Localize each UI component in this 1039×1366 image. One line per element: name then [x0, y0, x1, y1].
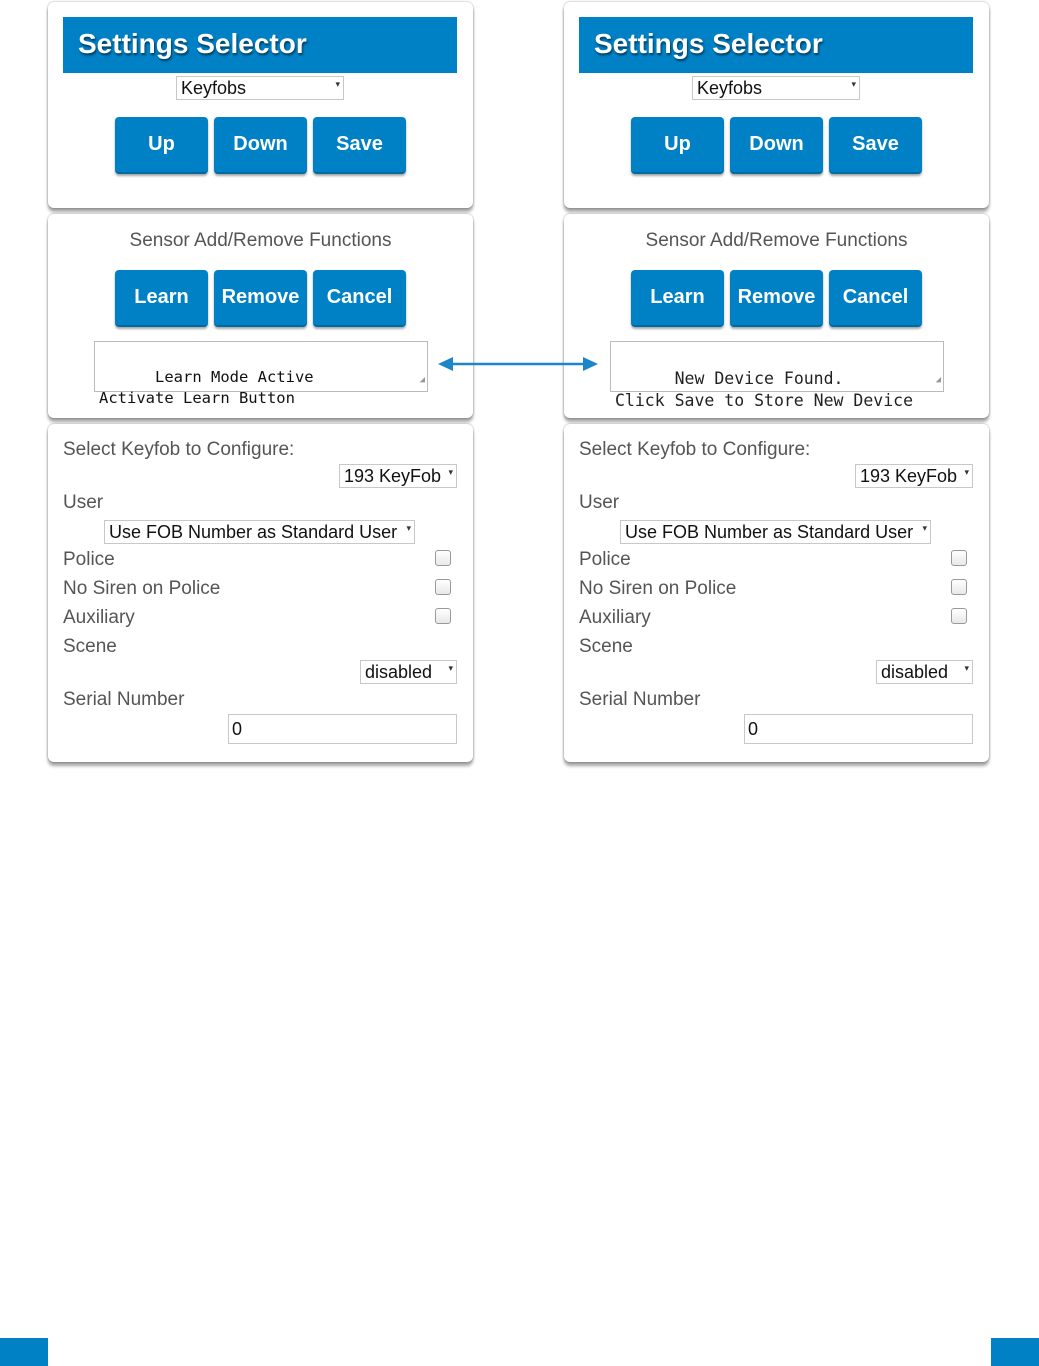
- police-checkbox[interactable]: [951, 550, 967, 566]
- up-button[interactable]: Up: [115, 117, 208, 174]
- cancel-button[interactable]: Cancel: [313, 270, 406, 327]
- police-label: Police: [579, 549, 631, 570]
- chevron-down-icon: ▾: [448, 467, 453, 477]
- no-siren-checkbox[interactable]: [951, 579, 967, 595]
- remove-button[interactable]: Remove: [730, 270, 823, 327]
- scene-select-value: disabled: [365, 662, 433, 682]
- user-select[interactable]: [104, 520, 415, 544]
- keyfob-config-card: [48, 424, 473, 762]
- scene-select-value: disabled: [881, 662, 949, 682]
- settings-selector-title: Settings Selector: [579, 17, 973, 73]
- chevron-down-icon: ▾: [964, 663, 969, 673]
- remove-button[interactable]: Remove: [214, 270, 307, 327]
- keyfob-select[interactable]: [855, 464, 973, 488]
- keyfob-config-card: [564, 424, 989, 762]
- serial-number-label: Serial Number: [63, 689, 185, 710]
- category-select[interactable]: [176, 76, 344, 100]
- chevron-down-icon: ▾: [922, 523, 927, 533]
- page-corner-marker-left: [0, 1338, 48, 1366]
- police-checkbox[interactable]: [435, 550, 451, 566]
- sensor-buttons: [115, 270, 406, 327]
- settings-panel-left: [48, 2, 473, 768]
- auxiliary-label: Auxiliary: [63, 607, 135, 628]
- keyfob-select-label: Select Keyfob to Configure:: [579, 439, 811, 460]
- auxiliary-checkbox[interactable]: [435, 608, 451, 624]
- page-corner-marker-right: [991, 1338, 1039, 1366]
- serial-number-label: Serial Number: [579, 689, 701, 710]
- user-select[interactable]: [620, 520, 931, 544]
- chevron-down-icon: ▾: [406, 523, 411, 533]
- user-label: User: [579, 492, 620, 513]
- chevron-down-icon: ▾: [448, 663, 453, 673]
- scene-label: Scene: [63, 636, 117, 657]
- status-text: New Device Found. Click Save to Store New Device: [615, 369, 914, 410]
- police-label: Police: [63, 549, 115, 570]
- no-siren-label: No Siren on Police: [579, 578, 737, 599]
- up-button[interactable]: Up: [631, 117, 724, 174]
- learn-button[interactable]: Learn: [115, 270, 208, 327]
- keyfob-select[interactable]: [339, 464, 457, 488]
- status-textarea[interactable]: [610, 341, 944, 410]
- user-select-value: Use FOB Number as Standard User: [625, 522, 914, 542]
- serial-number-input[interactable]: 0: [228, 714, 457, 744]
- sensor-functions-title: Sensor Add/Remove Functions: [645, 230, 908, 251]
- double-headed-arrow-icon: [438, 354, 598, 374]
- chevron-down-icon: ▾: [335, 79, 340, 89]
- sensor-buttons: [631, 270, 922, 327]
- settings-panel-right: [564, 2, 989, 768]
- scene-label: Scene: [579, 636, 633, 657]
- keyfob-select-value: 193 KeyFob: [860, 466, 958, 486]
- category-select[interactable]: [692, 76, 860, 100]
- sensor-functions-card: [564, 214, 989, 418]
- keyfob-select-value: 193 KeyFob: [344, 466, 442, 486]
- auxiliary-checkbox[interactable]: [951, 608, 967, 624]
- category-select-value: Keyfobs: [181, 78, 247, 98]
- down-button[interactable]: Down: [730, 117, 823, 174]
- chevron-down-icon: ▾: [964, 467, 969, 477]
- status-text: Learn Mode Active Activate Learn Button: [99, 368, 314, 407]
- settings-selector-card: [564, 2, 989, 208]
- settings-selector-title: Settings Selector: [63, 17, 457, 73]
- keyfob-select-label: Select Keyfob to Configure:: [63, 439, 295, 460]
- user-label: User: [63, 492, 104, 513]
- no-siren-checkbox[interactable]: [435, 579, 451, 595]
- down-button[interactable]: Down: [214, 117, 307, 174]
- status-textarea[interactable]: [94, 341, 428, 407]
- user-select-value: Use FOB Number as Standard User: [109, 522, 398, 542]
- resize-grip-icon[interactable]: ◢: [935, 375, 941, 385]
- save-button[interactable]: Save: [829, 117, 922, 174]
- resize-grip-icon[interactable]: ◢: [419, 375, 425, 385]
- no-siren-label: No Siren on Police: [63, 578, 221, 599]
- save-button[interactable]: Save: [313, 117, 406, 174]
- serial-number-input[interactable]: 0: [744, 714, 973, 744]
- chevron-down-icon: ▾: [851, 79, 856, 89]
- navigation-buttons: [631, 117, 922, 174]
- navigation-buttons: [115, 117, 406, 174]
- settings-selector-card: [48, 2, 473, 208]
- cancel-button[interactable]: Cancel: [829, 270, 922, 327]
- scene-select[interactable]: [876, 660, 973, 684]
- category-select-value: Keyfobs: [697, 78, 763, 98]
- auxiliary-label: Auxiliary: [579, 607, 651, 628]
- scene-select[interactable]: [360, 660, 457, 684]
- sensor-functions-card: [48, 214, 473, 418]
- sensor-functions-title: Sensor Add/Remove Functions: [129, 230, 392, 251]
- learn-button[interactable]: Learn: [631, 270, 724, 327]
